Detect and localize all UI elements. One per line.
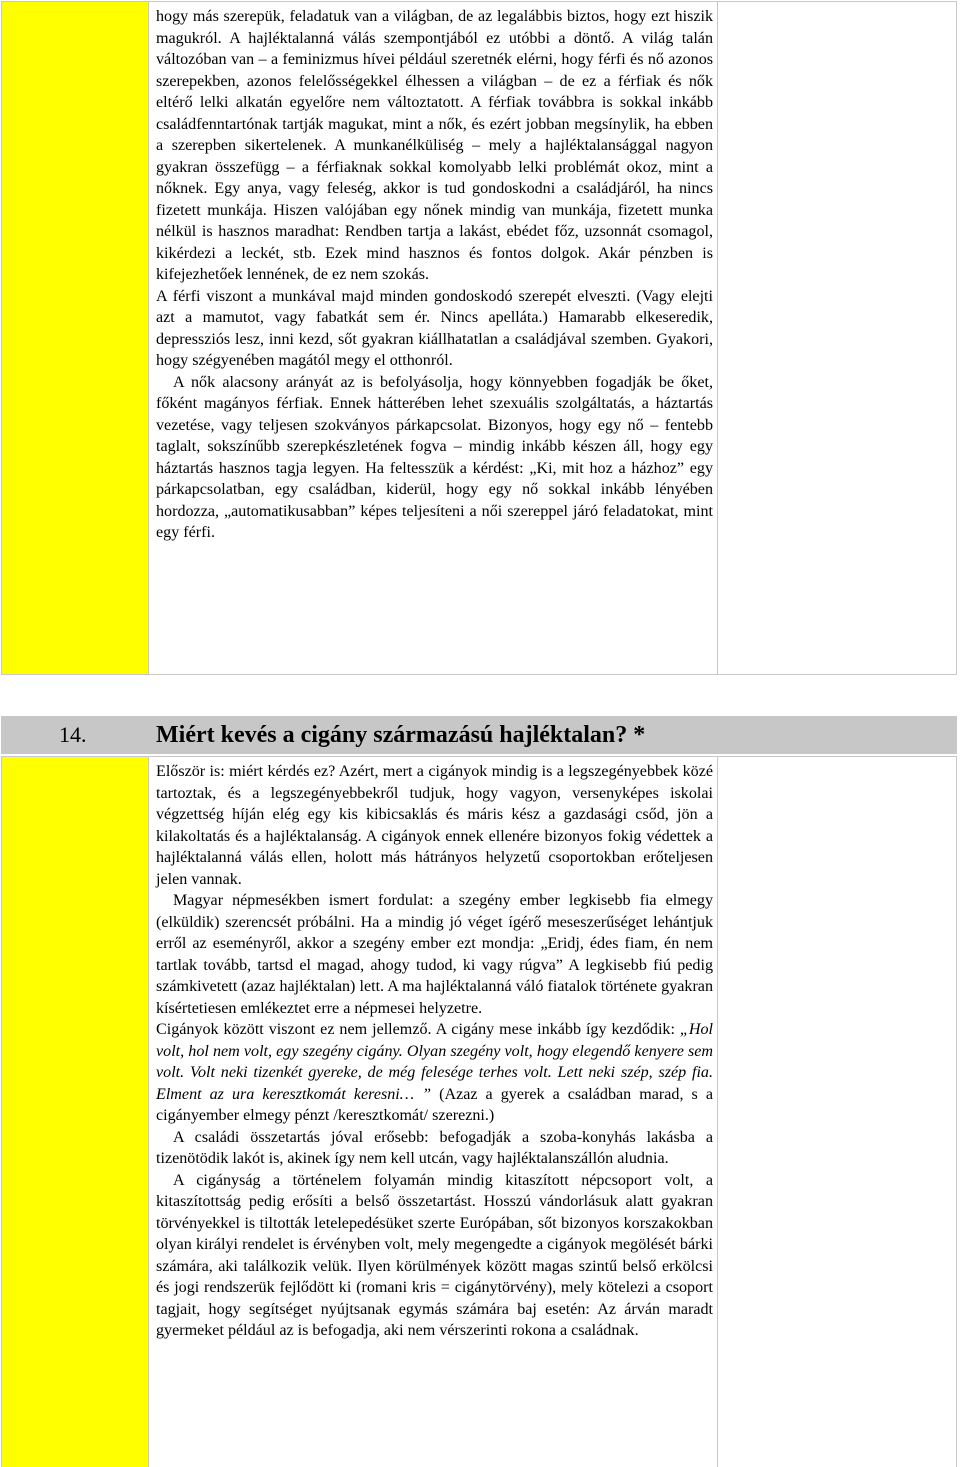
paragraph-tail: (Azaz a gyerek a családban marad, s a cigányember elmegy pénzt /keresztkomát/ szerezni.) xyxy=(156,1085,713,1124)
paragraph: A nők alacsony arányát az is befolyásolja, hogy könnyebben fogadják be őket, főként magányos férfiak. Ennek hátterében lehet szexuális szolgáltatás, a háztartás vezetése, vagy teljesen szokványos párkapcsolat. Bizonyos, hogy egy nő – fentebb taglalt, sokszínűbb szerepkészletének fogva – mindig inkább készen áll, hogy egy háztartás hasznos tagja legyen. Ha feltesszük a kérdést: „Ki, mit hoz a házhoz” egy párkapcsolatban, egy családban, kiderül, hogy egy nő sokkal inkább lényében hordozza, „automatikusabban” képes teljesíteni a női szereppel járó feladatokat, mint egy férfi. xyxy=(156,373,713,541)
right-column xyxy=(717,2,956,674)
paragraph: hogy más szerepük, feladatuk van a világban, de az legalábbis biztos, hogy ezt hiszik magukról. A hajléktalanná válás szempontjából ez utóbbi a döntő. A világ talán változóban van – a feminizmus hívei például szeretnék elérni, hogy férfi és nő azonos szerepekben, azonos felelősségekkel élhessen a világban – de ez a férfiak és nők eltérő lelki alkatán egyelőre nem változtatott. A férfiak továbbra is sokkal inkább családfenntartónak tartják magukat, mint a nők, és ezért jobban megsínylik, ha ebben a szerepben sikertelenek. A munkanélküliség – mely a hajléktalansággal nagyon gyakran összefügg – a férfiaknak sokkal komolyabb lelki problémát okoz, mint a nőknek. Egy anya, vagy feleség, akkor is tud gondoskodni a családjáról, ha nincs fizetett munkája. Hiszen valójában egy nőnek mindig van munkája, fizetett munka nélkül is hasznos maradhat: Rendben tartja a lakást, ebédet főz, uzsonnát csomagol, kikérdezi a leckét, stb. Ezek mind hasznos és fontos dolgok. Akár pénzben is kifejezhetőek lennének, de ez nem szokás. xyxy=(156,8,713,283)
section-title: Miért kevés a cigány származású hajléktalan? * xyxy=(156,721,646,748)
text-column xyxy=(149,757,717,1467)
folk-tale-quote: „Hol volt, hol nem volt, egy szegény cigány. Olyan szegény volt, hogy elegendő kenyere sem volt. Volt neki tizenkét gyereke, de még felesége terhes volt. Lett neki szép, szép fia. Elment az ura keresztkomát keresni… ” xyxy=(156,1021,713,1103)
paragraph xyxy=(156,1019,713,1127)
text-block-1 xyxy=(1,1,957,675)
section-number: 14. xyxy=(59,722,87,747)
text-block-2 xyxy=(1,756,957,1467)
section-header xyxy=(1,716,957,754)
yellow-margin xyxy=(2,757,149,1467)
paragraph: Magyar népmesékben ismert fordulat: a szegény ember legkisebb fia elmegy (elküldik) szerencsét próbálni. Ha a mindig jó véget ígérő meseszerűséget lehántjuk erről az eseményről, akkor a szegény ember ezt mondja: „Eridj, édes fiam, én nem tartlak tovább, tartsd el magad, ahogy tudod, ki vagy rúgva” A legkisebb fiú pedig számkivetett (azaz hajléktalan) lett. A ma hajléktalanná váló fiatalok története gyakran kísértetiesen emlékeztet erre a népmesei helyzetre. xyxy=(156,892,713,1017)
paragraph: Először is: miért kérdés ez? Azért, mert a cigányok mindig is a legszegényebbek közé tartoztak, és a legszegényebbekről tudjuk, hogy vagyon, versenyképes iskolai végzettség híján elég egy kis kibicsaklás és máris kész a gazdasági csőd, jön a kilakoltatás és a hajléktalanság. A cigányok ennek ellenére bizonyos fokig védettek a hajléktalanná válás ellen, holott más hátrányos helyzetű csoportokban erőteljesen jelen vannak. xyxy=(156,763,713,888)
paragraph: A cigányság a történelem folyamán mindig kitaszított népcsoport volt, a kitaszítottság pedig erősíti a belső összetartást. Hosszú vándorlásuk alatt gyakran törvényekkel is tiltották letelepedésüket szerte Európában, sőt bizonyos korszakokban olyan királyi rendelet is érvényben volt, mely megengedte a cigányok megölését bárki számára, aki találkozik velük. Ilyen körülmények között magas szintű belső erkölcsi és jogi rendszerük fejlődött ki (romani kris = cigánytörvény), mely kötelezi a csoport tagjait, hogy segítséget nyújtsanak egymás számára baj esetén: Az árván maradt gyermeket például az is befogadja, aki nem vérszerinti rokona a családnak. xyxy=(156,1171,713,1339)
paragraph-lead: Cigányok között viszont ez nem jellemző. A cigány mese inkább így kezdődik: xyxy=(156,1021,680,1038)
yellow-margin xyxy=(2,2,149,674)
text-column xyxy=(149,2,717,674)
right-column xyxy=(717,757,956,1467)
paragraph: A férfi viszont a munkával majd minden gondoskodó szerepét elveszti. (Vagy elejti azt a mamutot, vagy fabatkát sem ér. Nincs apelláta.) Hamarabb elkeseredik, depressziós lesz, inni kezd, sőt gyakran kiállhatatlan a családjával szemben. Gyakori, hogy szégyenében magától megy el otthonról. xyxy=(156,287,713,369)
paragraph: A családi összetartás jóval erősebb: befogadják a szoba-konyhás lakásba a tizenötödik lakót is, akinek így nem kell utcán, vagy hajléktalanszállón aludnia. xyxy=(156,1128,713,1167)
